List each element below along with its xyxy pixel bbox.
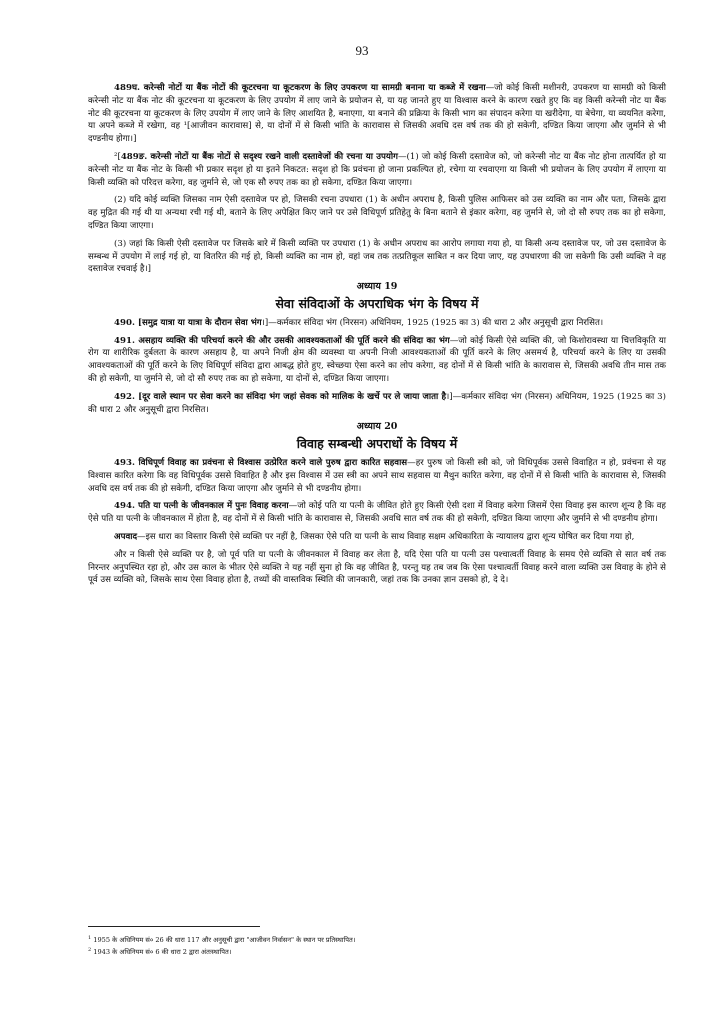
footnote: [88, 933, 666, 945]
footnote-text: 1943 के अधिनियम सं० 6 की धारा 2 द्वारा अंतःस्थापित।: [93, 948, 232, 957]
section-heading: 494. पति या पत्नी के जीवनकाल में पुनः विवाह करना: [114, 501, 289, 512]
page-number: 93: [355, 43, 369, 58]
amendment-marker: ²[: [114, 151, 121, 162]
section-heading: 493. विधिपूर्ण विवाह का प्रवंचना से विश्वास उत्प्रेरित करने वाले पुरुष द्वारा कारित सहवास: [114, 457, 408, 468]
section-heading: अपवाद: [114, 531, 138, 542]
section-text: —हर पुरुष जो किसी स्त्री को, जो विधिपूर्वक उससे विवाहित न हो, प्रवंचना से यह विश्वास कारित करेगा कि वह विधिपूर्वक उससे विवाहित है और इस विश्वास में उस स्त्री का अपने साथ सहवास या मैथुन कारित करेगा, वह दोनों में से किसी भांति के कारावास से, जिसकी अवधि दस वर्ष तक की हो सकेगी, दण्डित किया जाएगा और जुर्माने से भी दण्डनीय होगा।: [88, 457, 666, 494]
chapter-number: अध्याय 19: [356, 281, 398, 293]
section-heading: 492. [दूर वाले स्थान पर सेवा करने का संविदा भंग जहां सेवक को मालिक के खर्चे पर ले जाया जाता है: [114, 391, 447, 402]
section-paragraph: [88, 194, 666, 232]
section-heading: 489ङ. करेन्सी नोटों या बैंक नोटों से सदृश्य रखने वाली दस्तावेजों की रचना या उपयोग: [120, 151, 398, 162]
section-heading: 489घ. करेन्सी नोटों या बैंक नोटों की कूटरचना या कूटकरण के लिए उपकरण या सामग्री बनाना या कब्जे में रखना: [114, 83, 486, 93]
chapter-title: विवाह सम्बन्धी अपराधों के विषय में: [296, 436, 458, 452]
section-paragraph: [88, 531, 666, 544]
section-text: —इस धारा का विस्तार किसी ऐसे व्यक्ति पर नहीं है, जिसका ऐसे पति या पत्नी के साथ विवाह सक्षम अधिकारिता के न्यायालय द्वारा शून्य घोषित कर दिया गया हो,: [137, 531, 635, 542]
section-paragraph: [88, 82, 666, 146]
section-text: ।]—कर्मकार संविदा भंग (निरसन) अधिनियम, 1925 (1925 का 3) की धारा 2 और अनुसूची द्वारा निरसित।: [88, 391, 666, 415]
section-paragraph: [88, 317, 666, 330]
footnote: [88, 945, 666, 957]
section-text: —जो कोई पति या पत्नी के जीवित होते हुए किसी ऐसी दशा में विवाह करेगा जिसमें ऐसा विवाह इस कारण शून्य है कि वह ऐसे पति या पत्नी के जीवनकाल में होता है, वह दोनों में से किसी भांति के कारावास से, जिसकी अवधि सात वर्ष तक की हो सकेगी, दण्डित किया जाएगा और जुर्माने से भी दण्डनीय होगा।: [88, 501, 666, 525]
section-heading: 490. [समुद्र यात्रा या यात्रा के दौरान सेवा भंग: [114, 317, 262, 328]
footnote-text: 1955 के अधिनियम सं० 26 की धारा 117 और अनुसूची द्वारा "आजीवन निर्वासन" के स्थान पर प्रतिस्थापित।: [93, 936, 356, 945]
section-text: —जो कोई किसी मशीनरी, उपकरण या सामग्री को किसी करेन्सी नोट या बैंक नोट की कूटरचना या कूटकरण के लिए उपयोग में लाए जाने के प्रयोजन से, या यह जानते हुए या विश्वास करने के कारण रखते हुए कि वह किसी करेन्सी नोट या बैंक नोट की कूटरचना या कूटकरण के लिए उपयोग में लाए जाने के लिए आशयित है, बनाएगा, या बनाने की प्रक्रिया के किसी भाग का संपादन करेगा या खरीदेगा, या बेचेगा, या व्ययनित करेगा, या अपने कब्जे में रखेगा, वह ¹[आजीवन कारावास] से, या दोनों में से किसी भांति के कारावास से जिसकी अवधि दस वर्ष तक की हो सकेगी, दण्डित किया जाएगा और जुर्माने से भी दण्डनीय होगा।]: [88, 83, 666, 145]
section-paragraph: [88, 335, 666, 386]
section-heading: 491. असहाय व्यक्ति की परिचर्या करने की और उसकी आवश्यकताओं की पूर्ति करने की संविदा का भंग: [114, 335, 450, 346]
section-paragraph: [88, 457, 666, 495]
footnote-mark: 1: [88, 935, 92, 941]
chapter-title: सेवा संविदाओं के अपराधिक भंग के विषय में: [275, 295, 479, 311]
section-paragraph: [88, 500, 666, 526]
section-text: —जो कोई किसी ऐसे व्यक्ति की, जो किशोरावस्था या चित्तविकृति या रोग या शारीरिक दुर्बलता के कारण असहाय है, या अपने निजी क्षेम की व्यवस्था या अपनी निजी आवश्यकताओं की पूर्ति करने के लिए असमर्थ है, परिचर्या करने के लिए या उसकी आवश्यकताओं की पूर्ति करने के लिए विधिपूर्ण संविदा द्वारा आबद्ध होते हुए, स्वेच्छया ऐसा करने का लोप करेगा, वह दोनों में से किसी भांति के कारावास से, जिसकी अवधि तीन मास तक की हो सकेगी, या जुर्माने से, जो दो सौ रुपए तक का हो सकेगा, या दोनों से, दण्डित किया जाएगा।: [88, 335, 666, 384]
footnote-divider: [88, 926, 260, 927]
chapter-number: अध्याय 20: [356, 421, 398, 433]
section-text: (3) जहां कि किसी ऐसी दस्तावेज पर जिसके बारे में किसी व्यक्ति पर उपधारा (1) के अधीन अपराध का आरोप लगाया गया हो, या किसी अन्य दस्तावेज पर, जो उस दस्तावेज के सम्बन्ध में उपयोग में लाई गई हो, या वितरित की गई हो, किसी व्यक्ति का नाम हो, वहां जब तक तत्प्रतिकूल साबित न कर दिया जाए, यह उपधारणा की जा सकेगी कि उसी व्यक्ति ने वह दस्तावेज रचवाई है।]: [88, 238, 666, 275]
section-text: (2) यदि कोई व्यक्ति जिसका नाम ऐसी दस्तावेज पर हो, जिसकी रचना उपधारा (1) के अधीन अपराध है, किसी पुलिस आफिसर को उस व्यक्ति का नाम और पता, जिसके द्वारा वह मुद्रित की गई थी या अन्यथा रची गई थी, बताने के लिए अपेक्षित किए जाने पर उसे विधिपूर्ण प्रतिहेतु के बिना बताने से इंकार करेगा, वह जुर्माने से, जो दो सौ रुपए तक का हो सकेगा, दण्डित किया जाएगा।: [88, 195, 666, 231]
footnote-mark: 2: [88, 947, 92, 954]
section-text: —(1) जो कोई किसी दस्तावेज को, जो करेन्सी नोट या बैंक नोट होना तात्पर्यित हो या करेन्सी नोट या बैंक नोट के किसी भी प्रकार सदृश हो या इतने निकटत: सदृश हो कि प्रवंचना हो जाना प्रकल्पित हो, रचेगा या रचवाएगा या किसी भी प्रयोजन के लिए उपयोग में लाएगा या किसी व्यक्ति को परिदत्त करेगा, वह जुर्माने से, जो एक सौ रुपए तक का हो सकेगा, दण्डित किया जाएगा।: [88, 151, 667, 188]
section-paragraph: [88, 151, 666, 189]
section-text: ।]—कर्मकार संविदा भंग (निरसन) अधिनियम, 1925 (1925 का 3) की धारा 2 और अनुसूची द्वारा निरसित।: [261, 317, 604, 328]
section-paragraph: [88, 391, 666, 417]
footnotes: [88, 933, 666, 957]
section-paragraph: [88, 549, 666, 587]
section-paragraph: [88, 238, 666, 276]
section-text: और न किसी ऐसे व्यक्ति पर है, जो पूर्व पति या पत्नी के जीवनकाल में विवाह कर लेता है, यदि ऐसा पति या पत्नी उस पश्चात्वर्ती विवाह के समय ऐसे व्यक्ति से सात वर्ष तक निरन्तर अनुपस्थित रहा हो, और उस काल के भीतर ऐसे व्यक्ति ने यह नहीं सुना हो कि वह जीवित है, परन्तु यह तब जब कि ऐसा पश्चात्वर्ती विवाह करने वाला व्यक्ति उस विवाह के होने से पूर्व उस व्यक्ति को, जिसके साथ ऐसा विवाह होता है, तथ्यों की वास्तविक स्थिति की जानकारी, जहां तक कि उनका ज्ञान उसको हो, दे दे।: [88, 549, 666, 586]
body-text: [88, 82, 666, 592]
